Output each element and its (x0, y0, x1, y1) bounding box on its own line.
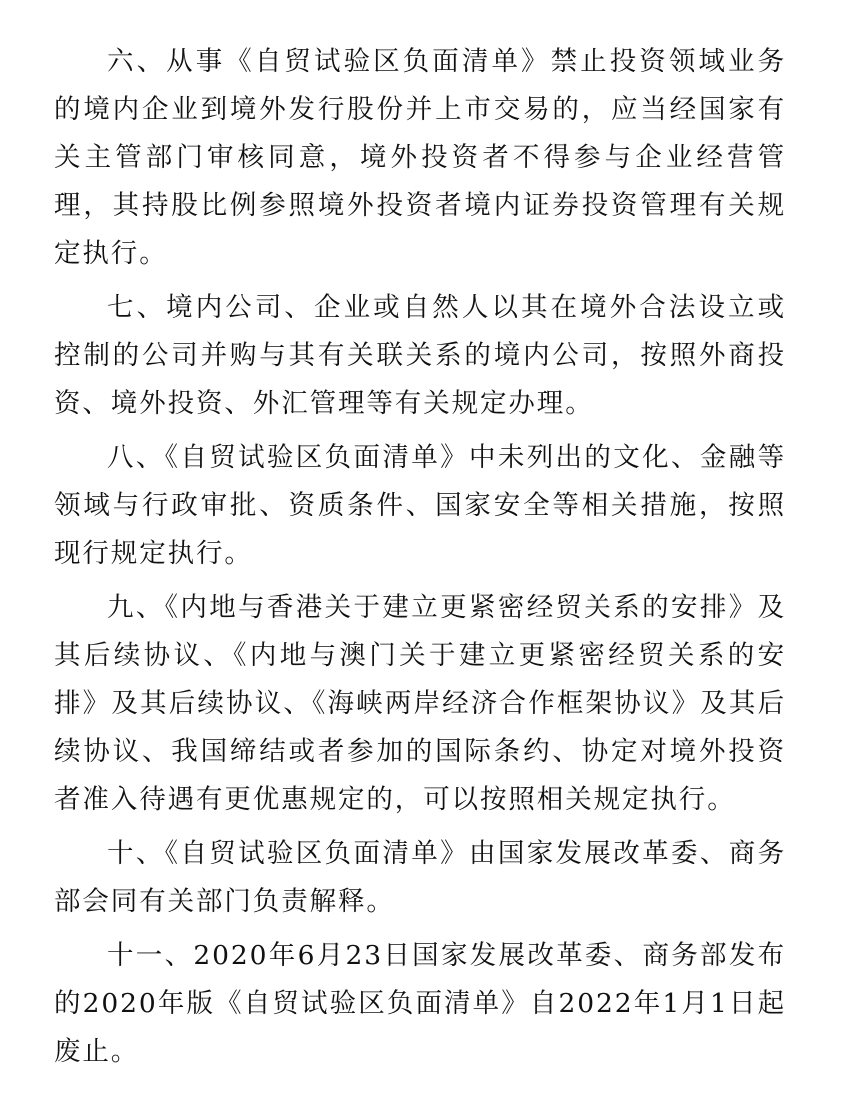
paragraph-item-11: 十一、2020年6月23日国家发展改革委、商务部发布的2020年版《自贸试验区负面清单》自2022年1月1日起废止。 (54, 940, 786, 1067)
paragraph-item-7: 七、境内公司、企业或自然人以其在境外合法设立或控制的公司并购与其有关联关系的境内公司，按照外商投资、境外投资、外汇管理等有关规定办理。 (54, 292, 786, 419)
paragraph-item-8: 八、《自贸试验区负面清单》中未列出的文化、金融等领域与行政审批、资质条件、国家安全等相关措施，按照现行规定执行。 (54, 442, 786, 569)
paragraph-item-6: 六、从事《自贸试验区负面清单》禁止投资领域业务的境内企业到境外发行股份并上市交易的，应当经国家有关主管部门审核同意，境外投资者不得参与企业经营管理，其持股比例参照境外投资者境内证券投资管理有关规定执行。 (54, 46, 786, 269)
paragraph-item-9: 九、《内地与香港关于建立更紧密经贸关系的安排》及其后续协议、《内地与澳门关于建立更紧密经贸关系的安排》及其后续协议、《海峡两岸经济合作框架协议》及其后续协议、我国缔结或者参加的国际条约、协定对境外投资者准入待遇有更优惠规定的，可以按照相关规定执行。 (54, 592, 786, 815)
paragraph-item-10: 十、《自贸试验区负面清单》由国家发展改革委、商务部会同有关部门负责解释。 (54, 838, 786, 917)
document-body (54, 38, 786, 1076)
